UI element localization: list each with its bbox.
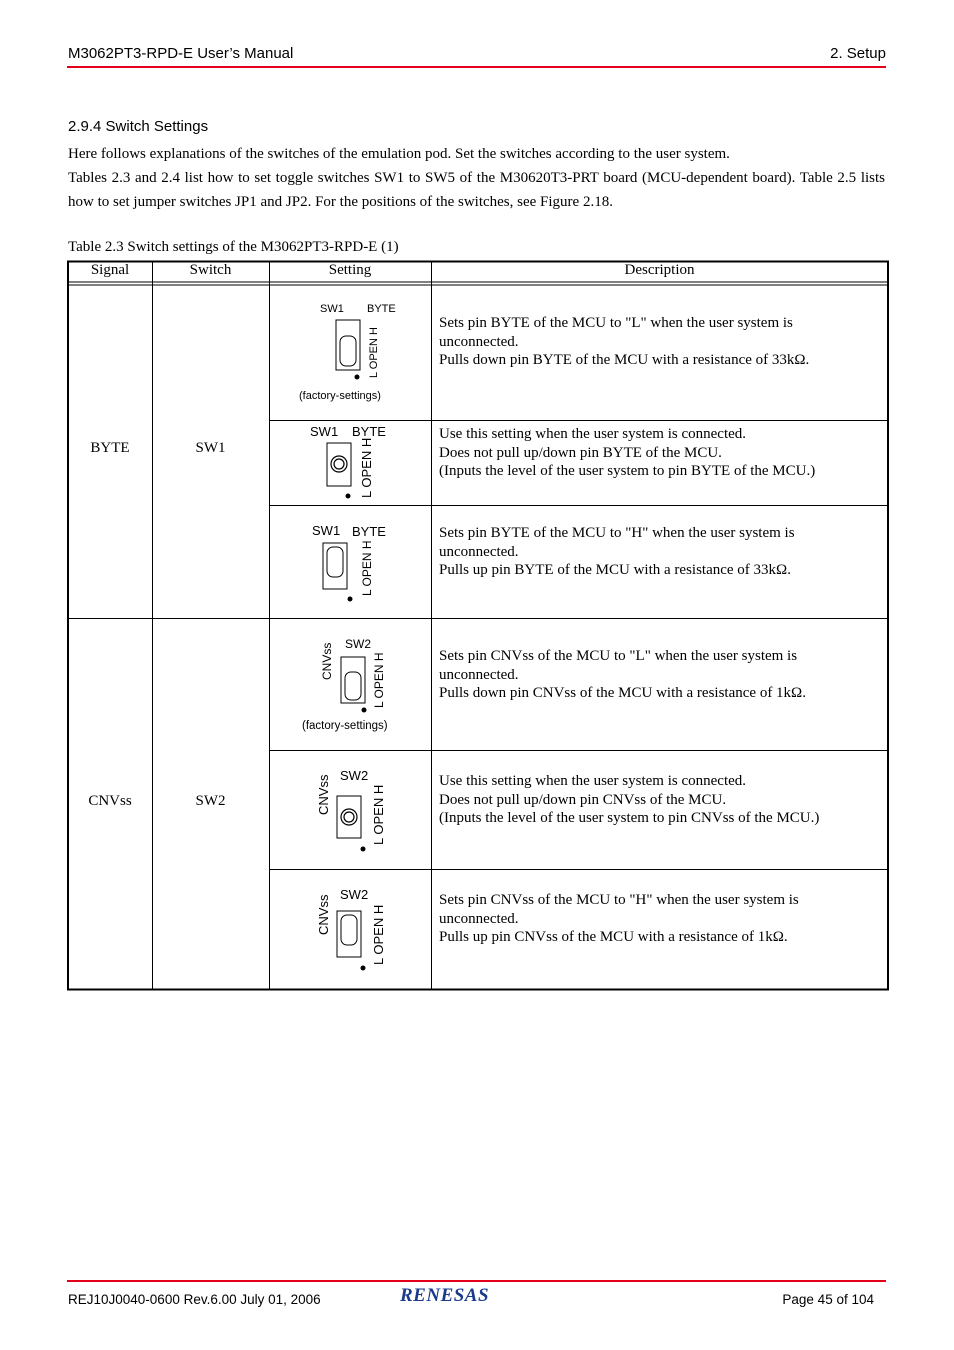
description-sw2-low bbox=[439, 647, 879, 703]
svg-text:CNVss: CNVss bbox=[316, 894, 331, 935]
description-line: unconnected. bbox=[439, 333, 519, 350]
description-line: Use this setting when the user system is connected. bbox=[439, 426, 747, 442]
svg-text:SW2: SW2 bbox=[345, 637, 372, 651]
switch-sw1: SW1 bbox=[195, 440, 226, 456]
description-line: Pulls down pin BYTE of the MCU with a resistance of 33kΩ. bbox=[439, 352, 810, 368]
description-sw1-open bbox=[439, 425, 879, 481]
section-title: 2.9.4 Switch Settings bbox=[68, 118, 209, 135]
svg-text:CNVss: CNVss bbox=[320, 642, 334, 680]
description-line: Sets pin BYTE of the MCU to "L" when the user system is bbox=[439, 315, 793, 331]
svg-text:L OPEN H: L OPEN H bbox=[371, 904, 386, 965]
description-line: Sets pin CNVss of the MCU to "L" when the user system is bbox=[439, 648, 798, 664]
page-number: Page 45 of 104 bbox=[782, 1292, 874, 1307]
column-header-description: Description bbox=[624, 262, 695, 278]
description-line: unconnected. bbox=[439, 910, 519, 927]
svg-text:RENESAS: RENESAS bbox=[400, 1285, 490, 1306]
description-line: Pulls up pin CNVss of the MCU with a resistance of 1kΩ. bbox=[439, 929, 788, 945]
switch-diagram-sw1-low bbox=[299, 303, 396, 402]
switch-diagram-sw2-open bbox=[316, 768, 386, 852]
description-line: Sets pin CNVss of the MCU to "H" when the user system is bbox=[439, 892, 799, 908]
switch-diagram-sw2-low bbox=[302, 637, 388, 732]
description-sw2-high bbox=[439, 891, 879, 947]
svg-text:BYTE: BYTE bbox=[352, 424, 386, 439]
column-header-switch: Switch bbox=[189, 262, 232, 278]
description-sw2-open bbox=[439, 772, 879, 828]
table-caption: Table 2.3 Switch settings of the M3062PT3-RPD-E (1) bbox=[68, 239, 399, 255]
description-line: unconnected. bbox=[439, 666, 519, 683]
switch-diagram-sw1-high bbox=[312, 523, 386, 602]
intro-paragraph: Here follows explanations of the switches of the emulation pod. Set the switches according to the user system. bbox=[68, 146, 730, 162]
description-line: (Inputs the level of the user system to pin BYTE of the MCU.) bbox=[439, 463, 816, 479]
svg-text:L OPEN H: L OPEN H bbox=[359, 437, 374, 498]
signal-byte: BYTE bbox=[90, 440, 130, 456]
column-header-signal: Signal bbox=[90, 262, 130, 278]
description-sw1-low bbox=[439, 314, 879, 370]
svg-text:L OPEN H: L OPEN H bbox=[360, 540, 374, 596]
switch-diagram-sw2-high bbox=[316, 887, 386, 971]
description-line: Does not pull up/down pin BYTE of the MCU. bbox=[439, 444, 722, 461]
document-id: REJ10J0040-0600 Rev.6.00 July 01, 2006 bbox=[68, 1292, 321, 1307]
description-line: unconnected. bbox=[439, 543, 519, 560]
manual-title: M3062PT3-RPD-E User’s Manual bbox=[68, 45, 294, 62]
description-line: Use this setting when the user system is connected. bbox=[439, 773, 747, 789]
switch-sw2: SW2 bbox=[195, 793, 226, 809]
svg-text:L OPEN H: L OPEN H bbox=[371, 784, 386, 845]
description-line: Does not pull up/down pin CNVss of the MCU. bbox=[439, 791, 727, 808]
chapter-title: 2. Setup bbox=[830, 45, 886, 62]
description-line: Sets pin BYTE of the MCU to "H" when the user system is bbox=[439, 525, 795, 541]
svg-text:L OPEN H: L OPEN H bbox=[372, 652, 386, 708]
description-sw1-high bbox=[439, 524, 879, 580]
tables-paragraph: Tables 2.3 and 2.4 list how to set toggle switches SW1 to SW5 of the M30620T3-PRT board (MCU-dependent board). Table 2.5 lists how to set jumper switches JP1 and JP2. For the positions of the switches, see Figure 2.18. bbox=[68, 170, 885, 210]
svg-text:SW2: SW2 bbox=[340, 887, 369, 902]
svg-text:CNVss: CNVss bbox=[316, 774, 331, 815]
svg-text:(factory-settings): (factory-settings) bbox=[299, 390, 381, 402]
svg-text:SW1: SW1 bbox=[320, 303, 344, 315]
svg-text:(factory-settings): (factory-settings) bbox=[302, 720, 388, 732]
svg-text:SW2: SW2 bbox=[340, 768, 369, 783]
renesas-logo bbox=[398, 1284, 514, 1306]
signal-cnvss: CNVss bbox=[88, 793, 132, 809]
svg-text:L OPEN H: L OPEN H bbox=[368, 327, 380, 378]
svg-text:SW1: SW1 bbox=[310, 424, 339, 439]
column-header-setting: Setting bbox=[328, 262, 372, 278]
switch-diagram-sw1-open bbox=[310, 424, 386, 499]
description-line: Pulls up pin BYTE of the MCU with a resistance of 33kΩ. bbox=[439, 562, 791, 578]
svg-text:SW1: SW1 bbox=[312, 523, 341, 538]
svg-text:BYTE: BYTE bbox=[367, 303, 396, 315]
footer-divider bbox=[67, 1280, 886, 1282]
svg-text:BYTE: BYTE bbox=[352, 524, 386, 539]
description-line: (Inputs the level of the user system to pin CNVss of the MCU.) bbox=[439, 810, 820, 826]
description-line: Pulls down pin CNVss of the MCU with a resistance of 1kΩ. bbox=[439, 685, 806, 701]
